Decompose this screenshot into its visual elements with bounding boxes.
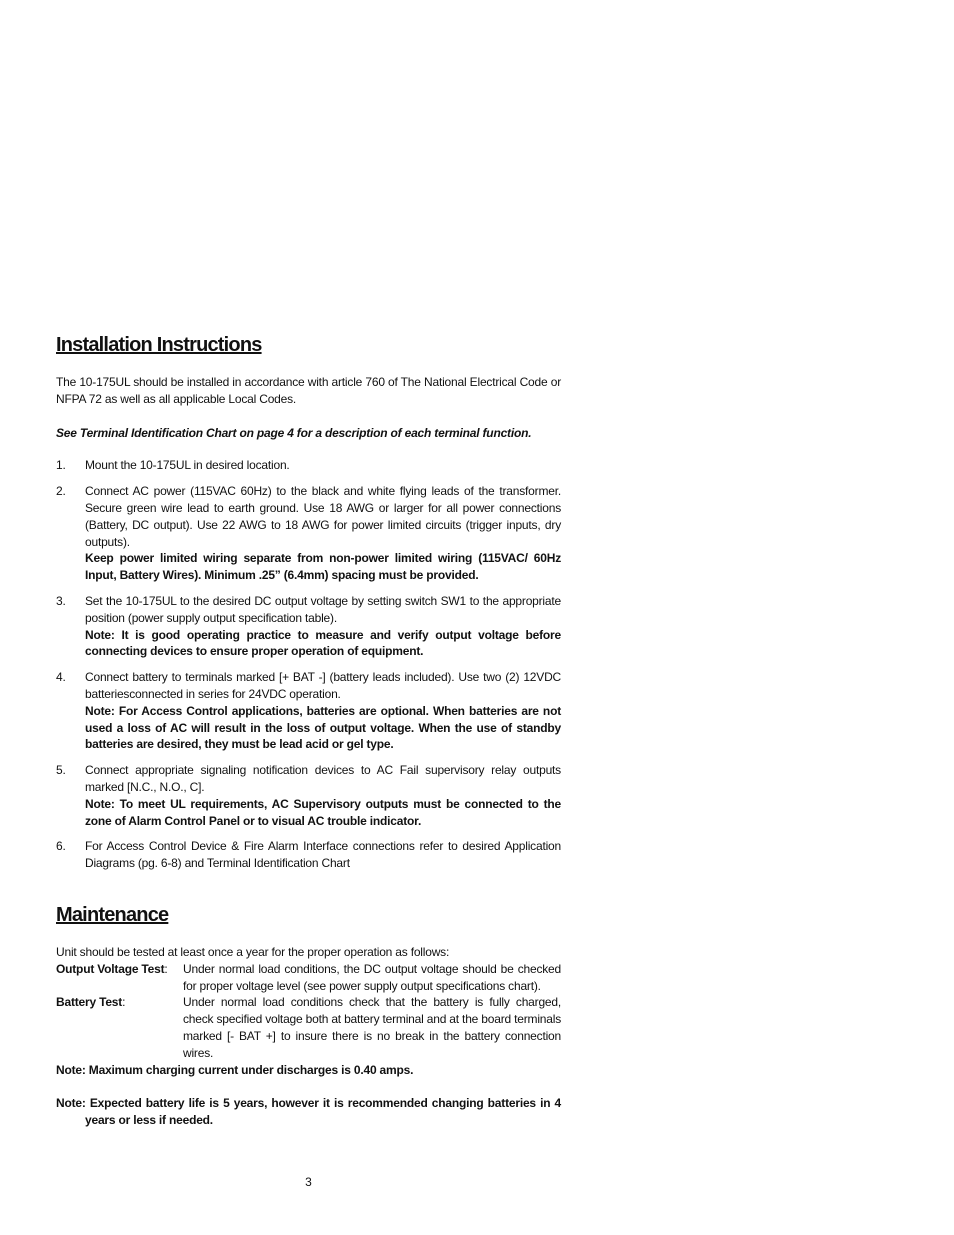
step-5 [56,762,561,829]
step-number: 5. [56,763,66,778]
test-description: Under normal load conditions, the DC output voltage should be checked for proper voltage level (see power supply output specifications chart). [183,961,561,993]
step-text: Connect appropriate signaling notification devices to AC Fail supervisory relay outputs marked [N.C., N.O., C]. [85,763,561,794]
installation-intro: The 10-175UL should be installed in accordance with article 760 of The National Electrical Code or NFPA 72 as well as all applicable Local Codes. [56,375,561,406]
installation-title: Installation Instructions [56,334,262,356]
step-1 [56,457,561,474]
content-column [56,330,561,1129]
step-4 [56,669,561,753]
step-text: Set the 10-175UL to the desired DC output voltage by setting switch SW1 to the appropriate position (power supply output specification table). [85,593,561,625]
step-text: Connect battery to terminals marked [+ BAT -] (battery leads included). Use two (2) 12VDC batteriesconnected in series for 24VDC operation. [85,670,561,701]
step-6 [56,838,561,872]
step-number: 1. [56,458,66,473]
step-3 [56,593,561,660]
maintenance-title: Maintenance [56,903,169,926]
charging-current-note: Note: Maximum charging current under discharges is 0.40 amps. [56,1062,414,1077]
maintenance-intro: Unit should be tested at least once a year for the proper operation as follows: [56,944,450,959]
test-label: Battery Test [56,995,123,1010]
step-number: 3. [56,593,66,608]
battery-test [56,994,561,1061]
step-number: 2. [56,484,66,499]
test-label-colon: : [122,995,126,1010]
step-text: Connect AC power (115VAC 60Hz) to the black and white flying leads of the transformer. Secure green wire lead to earth ground. Use 18 AWG or larger for all power connections (Battery, DC output). Use 22 AWG to 18 AWG for power limited circuits (trigger inputs, dry outputs). [85,484,561,549]
step-note: Note: To meet UL requirements, AC Supervisory outputs must be connected to the zone of Alarm Control Panel or to visual AC trouble indicator. [85,796,561,828]
installation-steps [56,457,561,872]
output-voltage-test [56,961,561,995]
step-2 [56,483,561,584]
test-label-colon: : [164,961,168,976]
step-number: 4. [56,670,66,685]
step-text: For Access Control Device & Fire Alarm Interface connections refer to desired Application Diagrams (pg. 6-8) and Terminal Identification Chart [85,839,561,871]
test-description: Under normal load conditions check that the battery is fully charged, check specified voltage both at battery terminal and at the board terminals marked [- BAT +] to insure there is no break in the battery connection wires. [183,995,561,1060]
step-number: 6. [56,839,66,854]
step-note: Keep power limited wiring separate from non-power limited wiring (115VAC/ 60Hz Input, Battery Wires). Minimum .25” (6.4mm) spacing must be provided. [85,551,561,583]
battery-life-note: Note: Expected battery life is 5 years, however it is recommended changing batteries in 4 years or less if needed. [56,1096,561,1128]
terminal-chart-note: See Terminal Identification Chart on page 4 for a description of each terminal function. [56,425,532,440]
page-number: 3 [305,1175,312,1189]
step-note: Note: It is good operating practice to measure and verify output voltage before connecting devices to ensure proper operation of equipment. [85,627,561,659]
step-note: Note: For Access Control applications, batteries are optional. When batteries are not used a loss of AC will result in the loss of output voltage. When the use of standby batteries are desired, they must be lead acid or gel type. [85,703,561,752]
test-label: Output Voltage Test [56,961,165,976]
step-text: Mount the 10-175UL in desired location. [85,458,290,473]
